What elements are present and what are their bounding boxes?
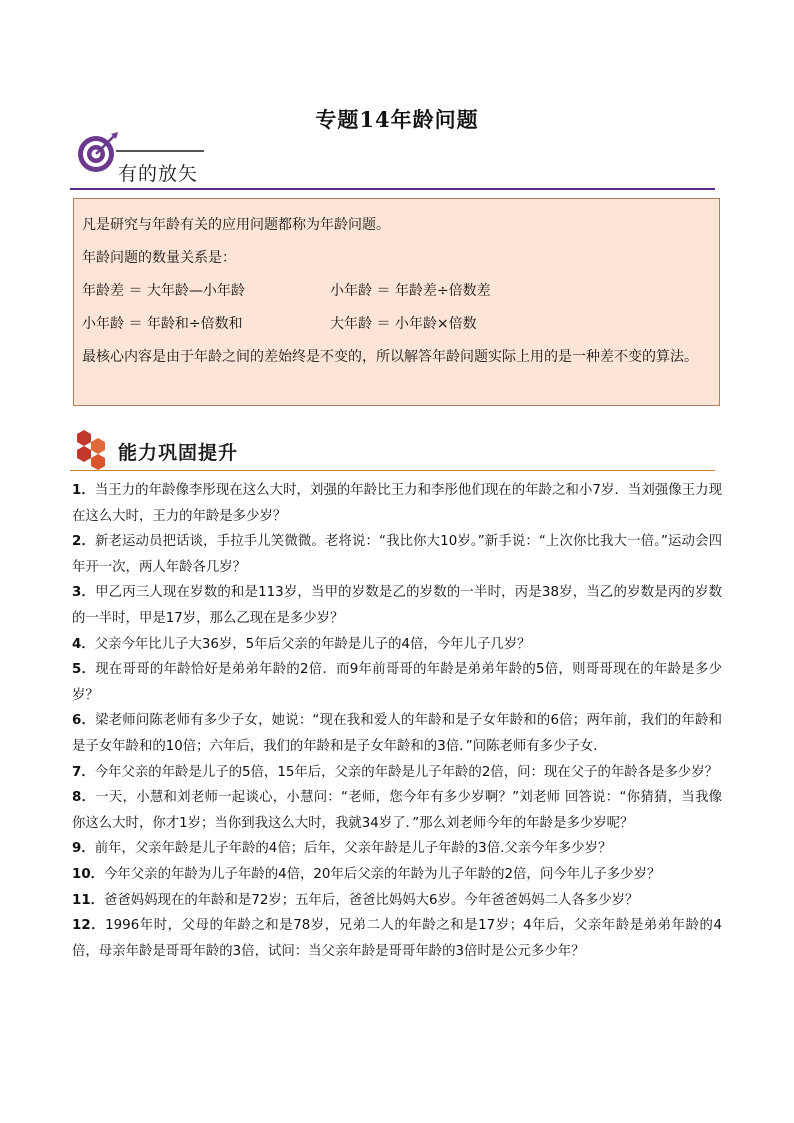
problem-item: 1．当王力的年龄像李彤现在这么大时，刘强的年龄比王力和李彤他们现在的年龄之和小7岁．当刘强像王力现在这么大时，王力的年龄是多少岁？ <box>72 483 722 524</box>
formula: 年龄差 ＝ 大年龄—小年龄 <box>82 283 245 299</box>
section-header-intro <box>70 130 715 192</box>
target-icon <box>74 130 120 176</box>
intro-box <box>73 198 720 406</box>
section-title-practice: 能力巩固提升 <box>118 442 239 464</box>
section-header-practice <box>70 426 715 474</box>
intro-line: 凡是研究与年龄有关的应用问题都称为年龄问题。 <box>82 217 390 233</box>
formula-row <box>82 308 711 341</box>
problem-list <box>72 478 722 964</box>
section-divider <box>70 470 715 471</box>
intro-core: 最核心内容是由于年龄之间的差始终是不变的，所以解答年龄问题实际上用的是一种差不变的算法。 <box>82 349 698 365</box>
formula: 小年龄 ＝ 年龄和÷倍数和 <box>82 316 243 332</box>
hexagon-icon <box>70 428 110 470</box>
problem-item: 11．爸爸妈妈现在的年龄和是72岁；五年后，爸爸比妈妈大6岁。今年爸爸妈妈二人各多少岁？ <box>72 892 639 908</box>
problem-item: 6．梁老师问陈老师有多少子女，她说：“现在我和爱人的年龄和是子女年龄和的6倍；两年前，我们的年龄和是子女年龄和的10倍；六年后，我们的年龄和是子女年龄和的3倍．”问陈老师有多少子女． <box>72 713 722 754</box>
problem-item: 8．一天，小慧和刘老师一起谈心，小慧问：“老师，您今年有多少岁啊？”刘老师 回答说：“你猜猜，当我像你这么大时，你才1岁；当你到我这么大时，我就34岁了．”那么刘老师今年的年龄是多少岁呢？ <box>72 790 722 831</box>
problem-item: 9．前年，父亲年龄是儿子年龄的4倍；后年，父亲年龄是儿子年龄的3倍.父亲今年多少岁？ <box>72 841 612 857</box>
problem-item: 3．甲乙丙三人现在岁数的和是113岁，当甲的岁数是乙的岁数的一半时，丙是38岁，当乙的岁数是丙的岁数的一半时，甲是17岁，那么乙现在是多少岁？ <box>72 585 722 626</box>
problem-item: 12．1996年时，父母的年龄之和是78岁，兄弟二人的年龄之和是17岁；4年后，父亲年龄是弟弟年龄的4倍，母亲年龄是哥哥年龄的3倍，试问：当父亲年龄是哥哥年龄的3倍时是公元多少年？ <box>72 918 722 959</box>
intro-line: 年龄问题的数量关系是： <box>82 250 236 266</box>
problem-item: 10．今年父亲的年龄为儿子年龄的4倍，20年后父亲的年龄为儿子年龄的2倍，问今年儿子多少岁？ <box>72 866 661 882</box>
problem-item: 7．今年父亲的年龄是儿子的5倍，15年后，父亲的年龄是儿子年龄的2倍，问：现在父子的年龄各是多少岁？ <box>72 764 718 780</box>
formula: 大年龄 ＝ 小年龄×倍数 <box>330 316 477 332</box>
section-divider <box>70 188 715 190</box>
formula-row <box>82 275 711 308</box>
section-title-intro: 有的放矢 <box>118 163 199 185</box>
formula: 小年龄 ＝ 年龄差÷倍数差 <box>330 283 491 299</box>
problem-item: 5．现在哥哥的年龄恰好是弟弟年龄的2倍．而9年前哥哥的年龄是弟弟年龄的5倍，则哥哥现在的年龄是多少岁？ <box>72 662 722 703</box>
problem-item: 4．父亲今年比儿子大36岁，5年后父亲的年龄是儿子的4倍，今年儿子几岁？ <box>72 636 531 652</box>
problem-item: 2．新老运动员把话谈，手拉手儿笑微微。老将说：“我比你大10岁。”新手说：“上次你比我大一倍。”运动会四年开一次，两人年龄各几岁？ <box>72 534 722 575</box>
page-title: 专题14年龄问题 <box>315 107 479 132</box>
